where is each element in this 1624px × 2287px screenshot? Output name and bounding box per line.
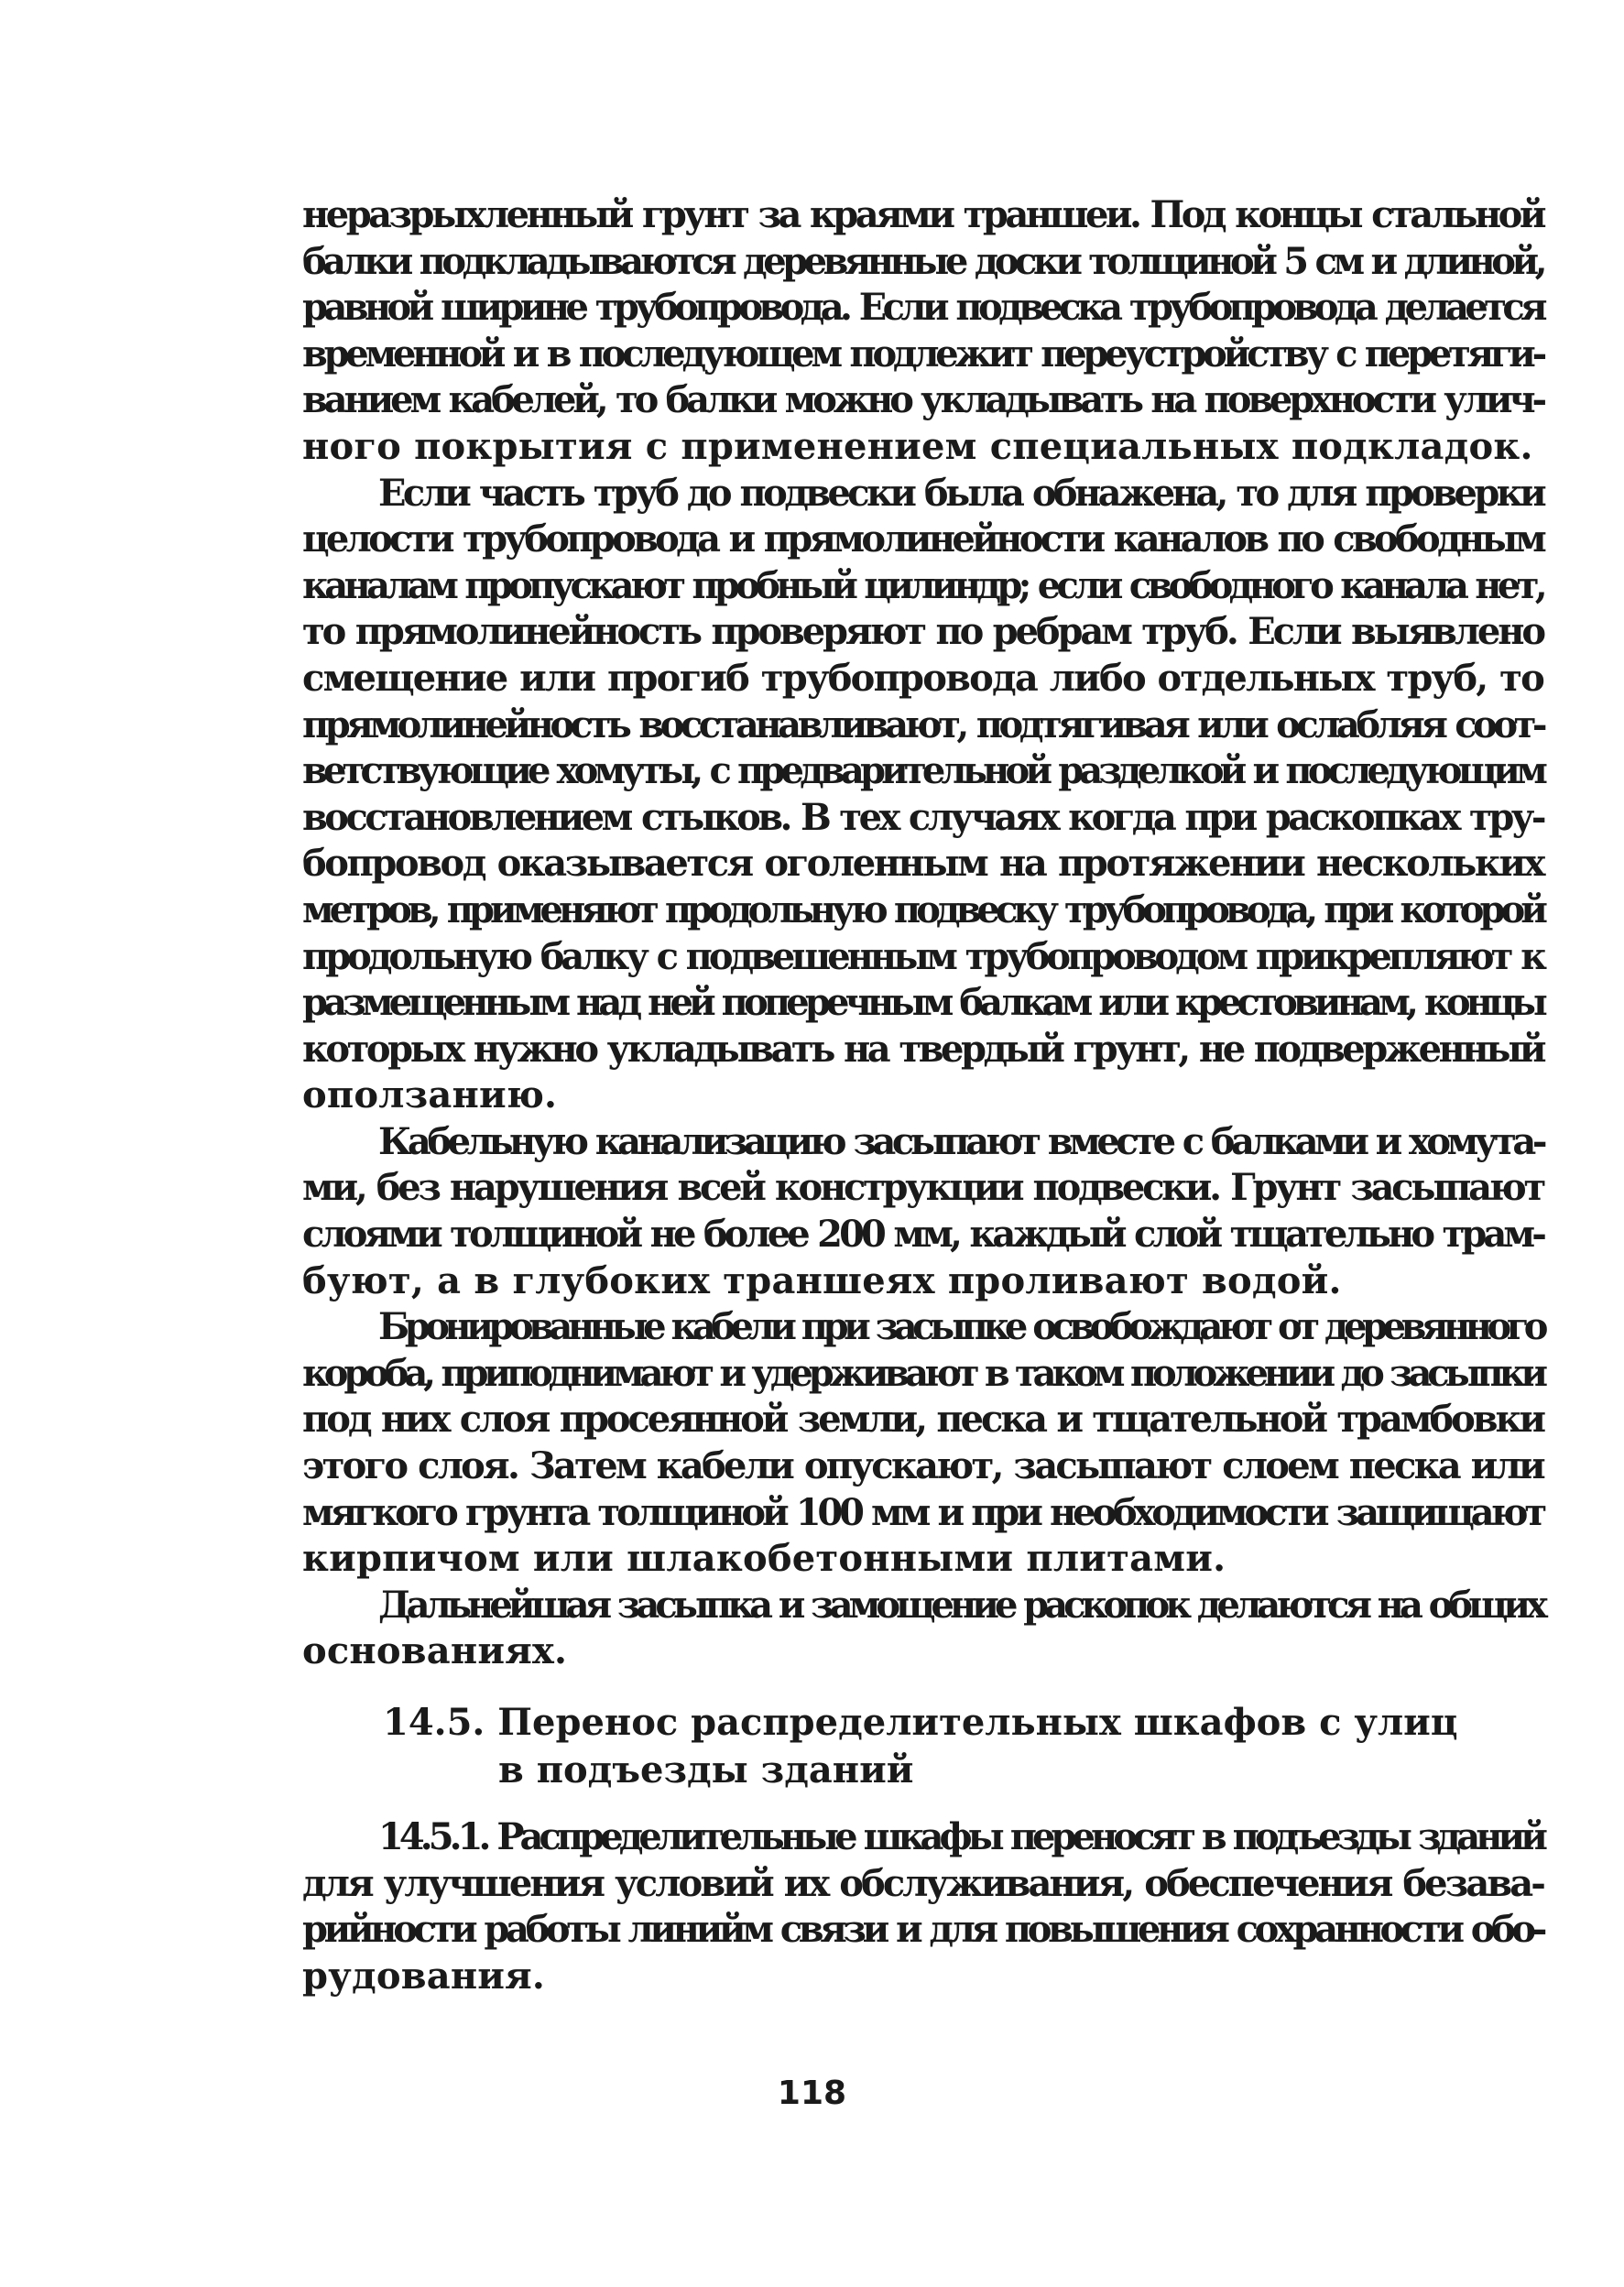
text-line: Бронированные кабели при засыпке освобождают от деревянного xyxy=(378,1305,1543,1349)
paragraph-6 xyxy=(302,1814,1543,1999)
text-line: Кабельную канализацию засыпают вместе с балками и хомута- xyxy=(378,1119,1543,1163)
text-line: каналам пропускают пробный цилиндр; если свободного канала нет, xyxy=(302,563,1543,607)
text-line: ванием кабелей, то балки можно укладывать на поверхности улич- xyxy=(302,378,1543,422)
text-line: кирпичом или шлакобетонными плитами. xyxy=(302,1537,1226,1581)
page-body xyxy=(302,192,1543,1999)
section-heading xyxy=(302,1699,1543,1794)
text-line: короба, приподнимают и удерживают в таком положении до засыпки xyxy=(302,1351,1543,1395)
text-line: ного покрытия с применением специальных подкладок. xyxy=(302,424,1533,468)
text-line: бопровод оказывается оголенным на протяжении нескольких xyxy=(302,842,1543,886)
text-line: временной и в последующем подлежит переустройству с перетяги- xyxy=(302,332,1543,376)
text-line: рудования. xyxy=(302,1954,546,1998)
text-line: продольную балку с подвешенным трубопроводом прикрепляют к xyxy=(302,934,1543,978)
paragraph-5 xyxy=(302,1583,1543,1675)
text-line: ветствующие хомуты, с предварительной разделкой и последующим xyxy=(302,749,1543,793)
paragraph-3 xyxy=(302,1119,1543,1304)
section-heading-line-1: 14.5. Перенос распределительных шкафов с улиц xyxy=(383,1701,1458,1744)
text-line: метров, применяют продольную подвеску трубопровода, при которой xyxy=(302,888,1543,931)
text-line: под них слоя просеянной земли, песка и тщательной трамбовки xyxy=(302,1398,1543,1442)
paragraph-2 xyxy=(302,471,1543,1119)
text-line: мягкого грунта толщиной 100 мм и при необходимости защищают xyxy=(302,1490,1543,1534)
text-line: балки подкладываются деревянные доски толщиной 5 см и длиной, xyxy=(302,239,1543,283)
text-line: этого слоя. Затем кабели опускают, засыпают слоем песка или xyxy=(302,1444,1543,1488)
text-line: которых нужно укладывать на твердый грунт, не подверженный xyxy=(302,1027,1543,1071)
text-line: смещение или прогиб трубопровода либо отдельных труб, то xyxy=(302,656,1543,700)
text-line: прямолинейность восстанавливают, подтягивая или ослабляя соот- xyxy=(302,702,1543,746)
text-line: буют, а в глубоких траншеях проливают водой. xyxy=(302,1258,1342,1302)
text-line: рийности работы линийм связи и для повышения сохранности обо- xyxy=(302,1908,1543,1952)
text-line: то прямолинейность проверяют по ребрам труб. Если выявлено xyxy=(302,610,1543,654)
text-line: слоями толщиной не более 200 мм, каждый слой тщательно трам- xyxy=(302,1213,1543,1257)
text-line: оползанию. xyxy=(302,1073,558,1117)
text-line: для улучшения условий их обслуживания, обеспечения безава- xyxy=(302,1861,1543,1905)
text-line: восстановлением стыков. В тех случаях когда при раскопках тру- xyxy=(302,795,1543,839)
text-line: Дальнейшая засыпка и замощение раскопок делаются на общих xyxy=(378,1583,1543,1627)
text-line: ми, без нарушения всей конструкции подвески. Грунт засыпают xyxy=(302,1166,1543,1210)
text-line: 14.5.1. Распределительные шкафы переносят в подъезды зданий xyxy=(378,1815,1543,1858)
page-number: 118 xyxy=(777,2075,847,2112)
paragraph-1 xyxy=(302,192,1543,471)
paragraph-4 xyxy=(302,1304,1543,1583)
text-line: размещенным над ней поперечным балкам или крестовинам, концы xyxy=(302,981,1543,1025)
text-line: равной ширине трубопровода. Если подвеска трубопровода делается xyxy=(302,286,1543,330)
section-heading-line-2: в подъезды зданий xyxy=(498,1748,914,1791)
text-line: основаниях. xyxy=(302,1629,568,1673)
text-line: целости трубопровода и прямолинейности каналов по свободным xyxy=(302,517,1543,561)
text-line: Если часть труб до подвески была обнажена, то для проверки xyxy=(378,471,1543,515)
text-line: неразрыхленный грунт за краями траншеи. Под концы стальной xyxy=(302,193,1543,236)
